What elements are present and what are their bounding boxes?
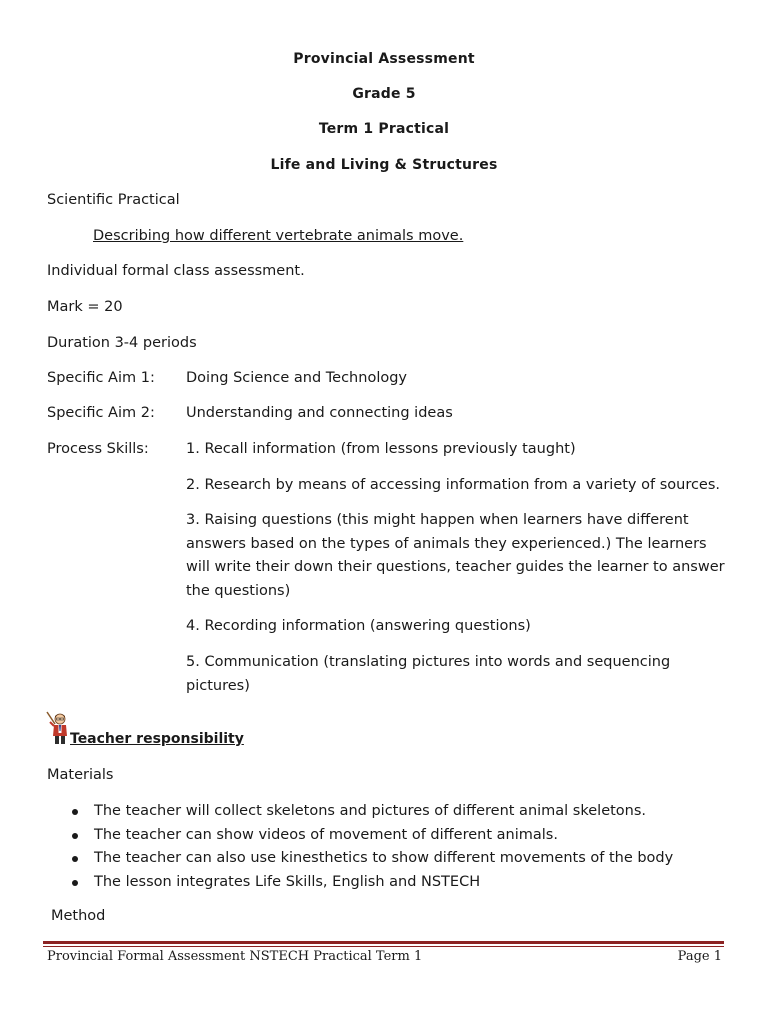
footer-rule-thin (43, 946, 724, 947)
process-skill-item: 1. Recall information (from lessons previously taught) (186, 441, 576, 457)
list-item: The teacher can also use kinesthetics to show different movements of the body (70, 847, 673, 871)
process-skill-item: 3. Raising questions (this might happen when learners have different answers based on the types of animals they experienced.) The learners will write their down their questions, teacher guides the learner to answer the questions) (186, 512, 725, 599)
list-item: The lesson integrates Life Skills, English and NSTECH (70, 871, 673, 895)
doc-grade: Grade 5 (352, 86, 416, 102)
assessment-type: Individual formal class assessment. (47, 263, 305, 279)
duration: Duration 3-4 periods (47, 335, 197, 351)
list-item: The teacher can show videos of movement of different animals. (70, 824, 673, 848)
aim1-value: Doing Science and Technology (186, 370, 407, 386)
aim2-value: Understanding and connecting ideas (186, 405, 453, 421)
process-skill-item: 4. Recording information (answering questions) (186, 618, 531, 634)
section-heading: Scientific Practical (47, 192, 180, 208)
list-item: The teacher will collect skeletons and pictures of different animal skeletons. (70, 800, 673, 824)
doc-title: Provincial Assessment (293, 51, 475, 67)
practical-subtitle: Describing how different vertebrate animals move. (93, 228, 464, 244)
doc-term: Term 1 Practical (318, 121, 450, 137)
materials-list (70, 800, 673, 894)
footer-text: Provincial Formal Assessment NSTECH Practical Term 1 (47, 949, 423, 964)
process-skills-label: Process Skills: (47, 441, 149, 457)
doc-topic: Life and Living & Structures (270, 157, 498, 173)
process-skill-item: 5. Communication (translating pictures into words and sequencing pictures) (186, 654, 671, 694)
materials-label: Materials (47, 767, 114, 783)
aim1-label: Specific Aim 1: (47, 370, 155, 386)
teacher-responsibility-heading: Teacher responsibility (70, 731, 244, 747)
mark-total: Mark = 20 (47, 299, 123, 315)
aim2-label: Specific Aim 2: (47, 405, 155, 421)
process-skill-item: 2. Research by means of accessing information from a variety of sources. (186, 477, 721, 493)
footer-rule (43, 941, 724, 944)
teacher-icon (46, 710, 72, 746)
page-number: Page 1 (677, 949, 722, 964)
method-label: Method (51, 908, 106, 924)
